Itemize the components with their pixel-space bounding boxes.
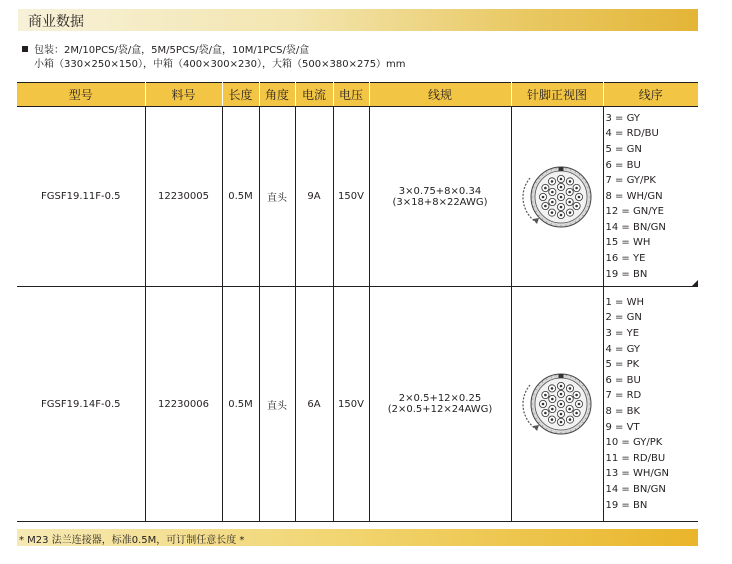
wire-order-item: 19 = BN (605, 499, 648, 511)
wire-order-item: 3 = GY (605, 112, 640, 124)
footnote-text: * M23 法兰连接器，标准0.5M，可订制任意长度 * (19, 535, 245, 546)
cell-model: FGSF19.14F-0.5 (17, 287, 145, 522)
table-row (17, 287, 698, 522)
wire-order-item: 4 = RD/BU (605, 128, 659, 140)
corner-mark (692, 280, 698, 286)
gauge-line-2: (2×0.5+12×24AWG) (387, 404, 493, 415)
cell-part-no: 12230006 (145, 287, 222, 522)
header-length: 长度 (222, 83, 259, 107)
wire-order-item: 7 = RD (605, 390, 642, 402)
gauge-line-2: (3×18+8×22AWG) (392, 196, 488, 208)
cell-gauge (369, 287, 511, 522)
wire-order-item: 3 = YE (605, 328, 640, 340)
header-gauge: 线规 (369, 83, 511, 107)
wire-order-item: 11 = RD/BU (605, 452, 666, 464)
cell-wire-order (603, 287, 698, 522)
wire-order-list (606, 295, 699, 513)
wire-order-item: 6 = BU (605, 374, 641, 386)
header-row (17, 83, 698, 107)
cell-length: 0.5M (222, 287, 259, 522)
table-row (17, 107, 698, 287)
wire-order-item: 4 = GY (605, 343, 640, 355)
wire-order-item: 19 = BN (605, 268, 648, 280)
wire-order-item: 5 = PK (605, 359, 640, 371)
wire-order-item: 14 = BN/GN (605, 221, 666, 233)
header-model: 型号 (17, 83, 145, 107)
cell-wire-order (603, 107, 698, 287)
wire-order-item: 9 = VT (605, 421, 640, 433)
footnote-bar (17, 529, 698, 546)
cell-length: 0.5M (222, 107, 259, 287)
packaging-text-1: 包装：2M/10PCS/袋/盒，5M/5PCS/袋/盒，10M/1PCS/袋/盒 (34, 45, 310, 56)
header-current: 电流 (295, 83, 333, 107)
wire-order-item: 13 = WH/GN (605, 468, 669, 480)
cell-model: FGSF19.11F-0.5 (17, 107, 145, 287)
connector-face-icon (516, 156, 598, 238)
cell-voltage: 150V (333, 107, 369, 287)
wire-order-item: 12 = GN/YE (605, 206, 664, 218)
cell-angle: 直头 (259, 287, 295, 522)
header-pin-view: 针脚正视图 (511, 83, 603, 107)
packaging-info (22, 44, 406, 72)
cell-voltage: 150V (333, 287, 369, 522)
wire-order-item: 14 = BN/GN (605, 483, 666, 495)
header-angle: 角度 (259, 83, 295, 107)
wire-order-item: 7 = GY/PK (605, 175, 656, 187)
cell-pin-view (511, 107, 603, 287)
wire-order-item: 2 = GN (605, 312, 642, 324)
spec-table (17, 82, 698, 522)
wire-order-item: 16 = YE (605, 253, 646, 265)
wire-order-item: 8 = WH/GN (605, 190, 663, 202)
cell-gauge (369, 107, 511, 287)
wire-order-item: 6 = BU (605, 159, 641, 171)
section-title: 商业数据 (28, 14, 84, 30)
wire-order-list (606, 111, 699, 283)
header-voltage: 电压 (333, 83, 369, 107)
header-part-no: 料号 (145, 83, 222, 107)
bullet-icon (22, 46, 28, 52)
cell-current: 9A (295, 107, 333, 287)
section-header (18, 9, 698, 31)
connector-face-icon (516, 363, 598, 445)
cell-current: 6A (295, 287, 333, 522)
wire-order-item: 15 = WH (605, 237, 651, 249)
cell-part-no: 12230005 (145, 107, 222, 287)
wire-order-item: 1 = WH (605, 296, 645, 308)
packaging-line-2: 小箱（330×250×150），中箱（400×300×230），大箱（500×380×275）mm (34, 59, 406, 70)
gauge-line-1: 2×0.5+12×0.25 (398, 393, 482, 404)
wire-order-item: 5 = GN (605, 143, 642, 155)
cell-pin-view (511, 287, 603, 522)
wire-order-item: 10 = GY/PK (605, 437, 663, 449)
wire-order-item: 8 = BK (605, 406, 641, 417)
header-wire-order: 线序 (603, 83, 698, 107)
gauge-line-1: 3×0.75+8×0.34 (398, 185, 482, 197)
cell-angle: 直头 (259, 107, 295, 287)
packaging-line-1 (22, 44, 406, 58)
